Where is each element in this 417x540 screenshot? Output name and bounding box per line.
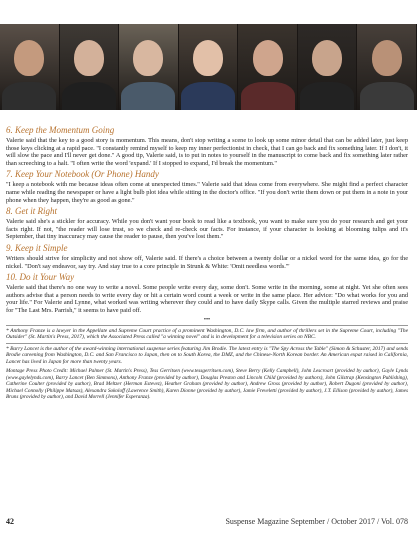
author-shoulders <box>2 82 56 110</box>
author-photo <box>357 24 417 110</box>
author-photo <box>119 24 179 110</box>
photo-credits: Montage Press Photo Credit: Michael Palmer (St. Martin's Press), Tess Gerritsen (www.tessgerritsen.com), Steve Berry (Kelly Campbell), John Lescroart (provided by author), Gayle Lynds (www.gaylelynds.com), Barry Lancet (Ben Simmons), Anthony Franze (provided by author), Douglas Preston and Lincoln Child (provided by authors), John Gilstrap (Kensington Publishing), Catherine Coulter (provided by author), Brad Meltzer (Herman Estevez), Heather Graham (provided by author), Andrew Gross (provided by author), Robert Dugoni (provided by author), Michael Connolly (Philippe Matsas), Alexandra Sokoloff (Lawrence Smith), Karen Dionne (provided by author), Jamie Freveletti (provided by author), J.T. Ellison (provided by author), James Bruns (provided by author), and David Morrell (Jennifer Esperanza). <box>6 368 408 401</box>
author-face <box>312 40 342 76</box>
tip-heading: 7. Keep Your Notebook (Or Phone) Handy <box>6 169 159 180</box>
divider-line <box>6 325 408 326</box>
section-divider: ••• <box>203 316 211 323</box>
tip-section-8 <box>6 206 408 241</box>
author-photo-montage <box>0 24 417 110</box>
author-photo <box>298 24 358 110</box>
magazine-issue-label: Suspense Magazine September / October 2017 / Vol. 078 <box>225 517 408 526</box>
author-face <box>74 40 104 76</box>
author-shoulders <box>62 82 116 110</box>
tip-section-6 <box>6 125 408 167</box>
tip-text: Valerie said that there's no one way to write a novel. Some people write every day, some don't. Some write in the morning, some at night. Yet she often sees authors advise that a person needs to write every day or hit a certain word count a week or write in the same place. Her advice: "Do what works for you and your life." For Valerie and Lynne, what worked was writing wherever they could and to have daily Skype calls. Given the multiple starred reviews and praise for "The Last Mrs. Parrish," it seems to have paid off. <box>6 284 408 314</box>
page-footer <box>6 516 408 528</box>
tip-section-9 <box>6 243 408 270</box>
tip-text: Writers should strive for simplicity and not show off, Valerie said. If there's a choice between a twenty dollar or a nickel word for the same idea, go for the nickel. "Don't say endeavor, say try. And stay true to a core principle in Strunk & White: 'Omit needless words.'" <box>6 254 408 270</box>
tip-text: Valerie said she's a stickler for accuracy. While you don't want your book to read like a textbook, you want to make sure you do your research and get your facts right. If not, "the reader will lose trust, so we check and re-check our facts. For instance, if your character is looking at blooming tulips and it's September, that tiny inaccuracy may cause the reader to pause, then you've lost them." <box>6 218 408 241</box>
author-face <box>133 40 163 76</box>
author-face <box>253 40 283 76</box>
author-face <box>372 40 402 76</box>
author-photo <box>0 24 60 110</box>
author-photo <box>179 24 239 110</box>
article-body <box>6 124 408 401</box>
author-face <box>193 40 223 76</box>
page-number: 42 <box>6 517 14 526</box>
author-shoulders <box>360 82 414 110</box>
author-face <box>14 40 44 76</box>
author-shoulders <box>241 82 295 110</box>
author-shoulders <box>181 82 235 110</box>
author-photo <box>238 24 298 110</box>
tip-heading: 10. Do it Your Way <box>6 272 75 283</box>
author-bio-franze: * Anthony Franze is a lawyer in the Appellate and Supreme Court practice of a prominent Washington, D.C. law firm, and author of thrillers set in the Supreme Court, including "The Outsider" (St. Martin's Press, 2017), which the Associated Press called "a winning novel" and is in development for a television series on NBC. <box>6 327 408 341</box>
tip-text: "I keep a notebook with me because ideas often come at unexpected times." Valerie said that ideas come from everywhere. She might find a perfect character name while reading the newspaper or have a light bulb plot idea while sitting in the doctor's office. "If you don't write them down or put them in a note in your phone when they happen, they're as good as gone." <box>6 181 408 204</box>
author-bio-lancet: * Barry Lancet is the author of the award-winning international suspense series featuring Jim Brodie. The latest entry is "The Spy Across the Table" (Simon & Schuster, 2017) and sends Brodie careening from Washington, D.C. and San Francisco to Japan, then on to South Korea, the DMZ, and the Chinese-North Korean border. An American expat raised in California, Lancet has lived in Japan for more than twenty years. <box>6 345 408 365</box>
author-photo <box>60 24 120 110</box>
tip-section-10 <box>6 272 408 314</box>
author-shoulders <box>300 82 354 110</box>
author-shoulders <box>121 82 175 110</box>
tip-text: Valerie said that the key to a good story is momentum. This means, don't stop writing a scene to look up some minor detail that can be added later, just keep those keys clicking at a rapid pace. "I constantly remind myself to keep my inner perfectionist in check, that I can go back and fix something later. If I don't, it will slow the pace and I'll never get done." A good tip, Valerie said, is to put in notes to yourself in the manuscript to come back and fix something later rather than screeching to a halt. "I often write the word 'expand.' If I stopped to expand, I'd break the momentum." <box>6 137 408 167</box>
tip-heading: 8. Get it Right <box>6 206 57 217</box>
tip-heading: 6. Keep the Momentum Going <box>6 125 115 135</box>
tip-section-7 <box>6 169 408 204</box>
divider-line <box>6 343 408 344</box>
tip-heading: 9. Keep it Simple <box>6 242 68 253</box>
